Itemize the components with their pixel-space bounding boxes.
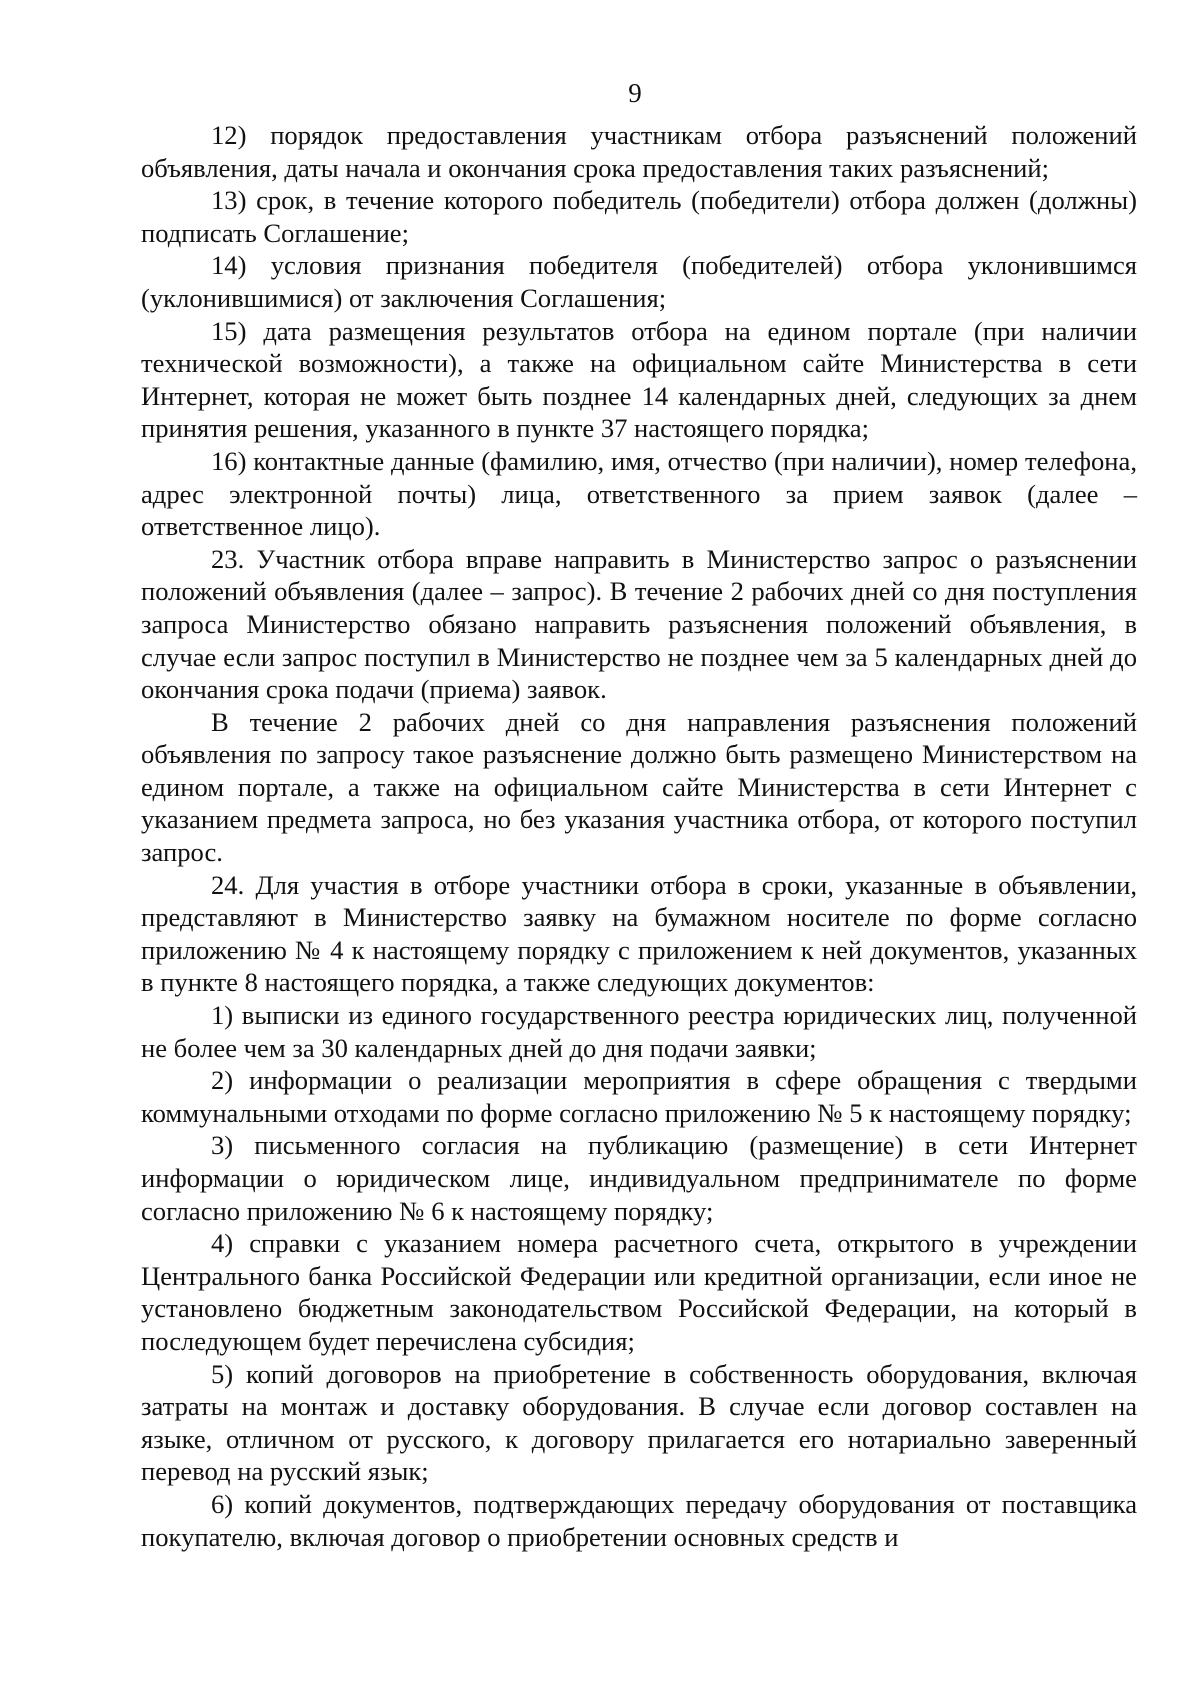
paragraph-clause-23-continued: В течение 2 рабочих дней со дня направления разъяснения положений объявления по запросу такое разъяснение должно быть размещено Министерством на едином портале, а также на официальном сайте Министерства в сети Интернет с указанием предмета запроса, но без указания участника отбора, от которого поступил запрос. — [141, 706, 1137, 868]
paragraph-item-16: 16) контактные данные (фамилию, имя, отчество (при наличии), номер телефона, адрес электронной почты) лица, ответственного за прием заявок (далее – ответственное лицо). — [141, 445, 1137, 542]
paragraph-subitem-6: 6) копий документов, подтверждающих передачу оборудования от поставщика покупателю, включая договор о приобретении основных средств и — [141, 1488, 1137, 1552]
document-body — [141, 119, 1137, 1553]
paragraph-subitem-2: 2) информации о реализации мероприятия в сфере обращения с твердыми коммунальными отходами по форме согласно приложению № 5 к настоящему порядку; — [141, 1065, 1137, 1128]
paragraph-item-13: 13) срок, в течение которого победитель (победители) отбора должен (должны) подписать Соглашение; — [141, 185, 1137, 248]
paragraph-clause-24: 24. Для участия в отборе участники отбора в сроки, указанные в объявлении, представляют в Министерство заявку на бумажном носителе по форме согласно приложению № 4 к настоящему порядку с приложением к ней документов, указанных в пункте 8 настоящего порядка, а также следующих документов: — [141, 869, 1137, 998]
paragraph-subitem-1: 1) выписки из единого государственного реестра юридических лиц, полученной не более чем за 30 календарных дней до дня подачи заявки; — [141, 1000, 1137, 1063]
paragraph-item-15: 15) дата размещения результатов отбора на едином портале (при наличии технической возможности), а также на официальном сайте Министерства в сети Интернет, которая не может быть позднее 14 календарных дней, следующих за днем принятия решения, указанного в пункте 37 настоящего порядка; — [141, 315, 1137, 444]
paragraph-item-14: 14) условия признания победителя (победителей) отбора уклонившимся (уклонившимися) от заключения Соглашения; — [141, 250, 1137, 313]
page-number: 9 — [628, 78, 642, 108]
paragraph-clause-23: 23. Участник отбора вправе направить в Министерство запрос о разъяснении положений объявления (далее – запрос). В течение 2 рабочих дней со дня поступления запроса Министерство обязано направить разъяснения положений объявления, в случае если запрос поступил в Министерство не позднее чем за 5 календарных дней до окончания срока подачи (приема) заявок. — [141, 543, 1137, 705]
paragraph-item-12: 12) порядок предоставления участникам отбора разъяснений положений объявления, даты начала и окончания срока предоставления таких разъяснений; — [141, 120, 1137, 183]
paragraph-subitem-5: 5) копий договоров на приобретение в собственность оборудования, включая затраты на монтаж и доставку оборудования. В случае если договор составлен на языке, отличном от русского, к договору прилагается его нотариально заверенный перевод на русский язык; — [141, 1358, 1137, 1487]
paragraph-subitem-3: 3) письменного согласия на публикацию (размещение) в сети Интернет информации о юридическом лице, индивидуальном предпринимателе по форме согласно приложению № 6 к настоящему порядку; — [141, 1130, 1137, 1226]
paragraph-subitem-4: 4) справки с указанием номера расчетного счета, открытого в учреждении Центрального банка Российской Федерации или кредитной организации, если иное не установлено бюджетным законодательством Российской Федерации, на который в последующем будет перечислена субсидия; — [141, 1228, 1137, 1356]
